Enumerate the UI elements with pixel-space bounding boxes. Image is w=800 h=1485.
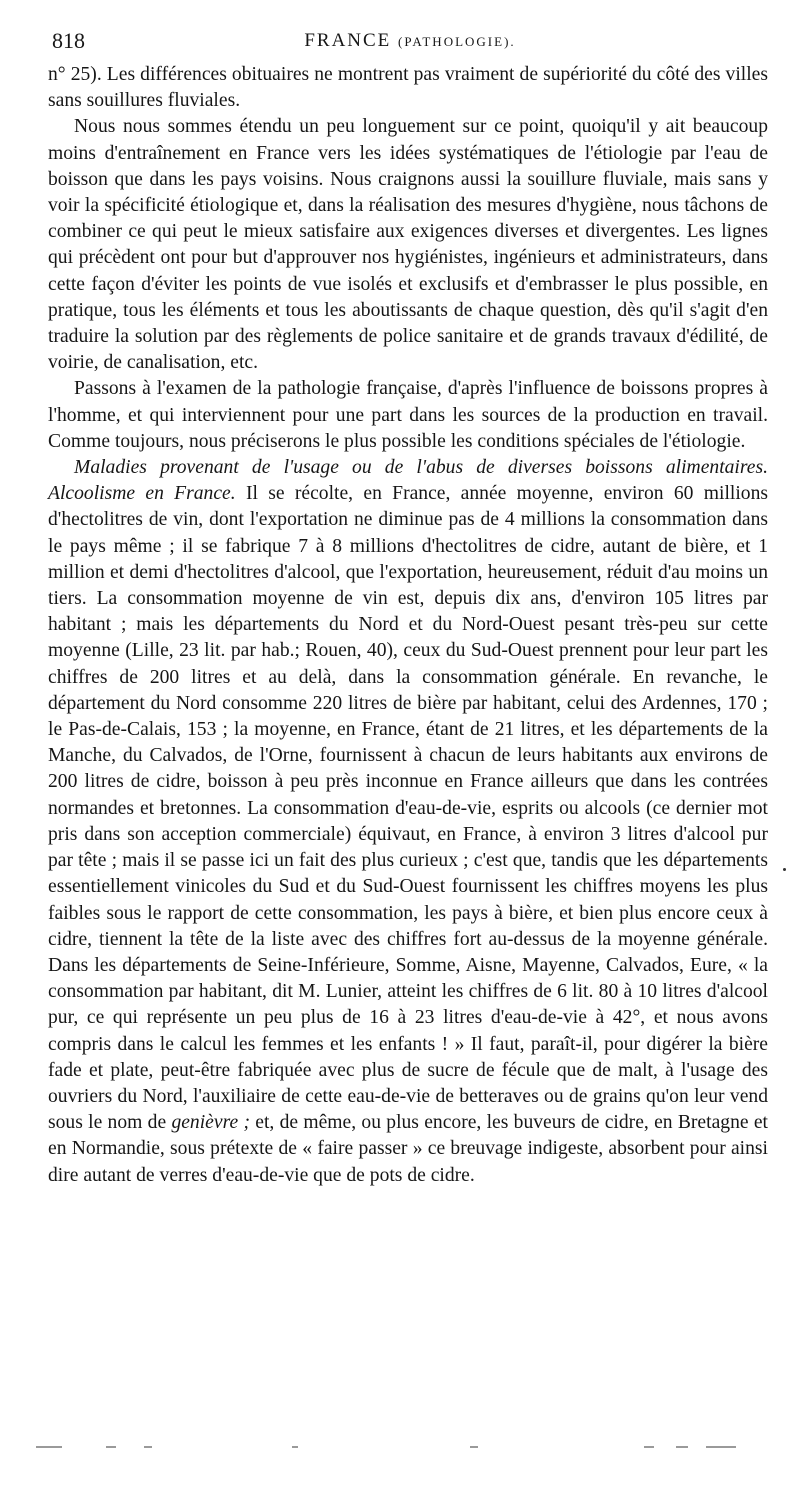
paragraph-3: Passons à l'examen de la pathologie française, d'après l'influence de boissons propres à l'homme, et qui interviennent pour une part dans les sources de la production en travail. Comme toujours, nous préciserons le plus possible les conditions spéciales de l'étiologie. [48,378,768,452]
page-header [52,28,768,58]
paragraph-2: Nous nous sommes étendu un peu longuement sur ce point, quoiqu'il y ait beaucoup moins d'entraînement en France vers les idées systématiques de l'étiologie par l'eau de boisson que dans les pays voisins. Nous craignons aussi la souillure fluviale, mais sans y voir la spécificité étiologique et, dans la réalisation des mesures d'hygiène, nous tâchons de combiner ce qui peut le mieux satisfaire aux exigences diverses et divergentes. Les lignes qui précèdent ont pour but d'approuver nos hygiénistes, ingénieurs et administrateurs, dans cette façon d'éviter les points de vue isolés et exclusifs et d'embrasser le plus possible, en pratique, tous les éléments et tous les aboutissants de chaque question, dès qu'il s'agit d'en traduire la solution par des règlements de police sanitaire et de grands travaux d'édilité, de voirie, de canalisation, etc. [48,116,768,374]
page-number: 818 [52,28,85,53]
section-heading: Maladies provenant de l'usage ou de l'abus de diverses boissons alimentaires. Alcoolisme en France. [48,457,768,505]
running-title-sub: (PATHOLOGIE). [398,34,516,49]
running-title [52,30,768,52]
margin-mark [783,868,786,871]
paragraph-4-text: Il se récolte, en France, année moyenne, environ 60 millions d'hectolitres de vin, dont l'exportation ne diminue pas de 4 millions la consommation dans le pays même ; il se fabrique 7 à 8 millions d'hectolitres de cidre, autant de bière, et 1 million et demi d'hectolitres d'alcool, que l'exportation, heureusement, réduit d'au moins un tiers. La consommation moyenne de vin est, depuis dix ans, d'environ 105 litres par habitant ; mais les départements du Nord et du Nord-Ouest pesant très-peu sur cette moyenne (Lille, 23 lit. par hab.; Rouen, 40), ceux du Sud-Ouest prennent pour leur part les chiffres de 200 litres et au delà, dans la consommation générale. En revanche, le département du Nord consomme 220 litres de bière par habitant, celui des Ardennes, 170 ; le Pas-de-Calais, 153 ; la moyenne, en France, étant de 21 litres, et les départements de la Manche, du Calvados, de l'Orne, fournissent à chacun de leurs habitants aux environs de 200 litres de cidre, boisson à peu près inconnue en France ailleurs que dans les contrées normandes et bretonnes. La consommation d'eau-de-vie, esprits ou alcools (ce dernier mot pris dans son acception commerciale) équivaut, en France, à environ 3 litres d'alcool pur par tête ; mais il se passe ici un fait des plus curieux ; c'est que, tandis que les départements essentiellement vinicoles du Sud et du Sud-Ouest fournissent les chiffres moyens les plus faibles sous le rapport de cette consommation, les pays à bière, et bien plus encore ceux à cidre, tiennent la tête de la liste avec des chiffres fort au-dessus de la moyenne générale. Dans les départements de Seine-Inférieure, Somme, Aisne, Mayenne, Calvados, Eure, « la consommation par habitant, dit M. Lunier, atteint les chiffres de 6 lit. 80 à 10 litres d'alcool pur, ce qui représente un peu plus de 16 à 23 litres d'eau-de-vie à 42°, et nous avons compris dans le calcul les femmes et les enfants ! » Il faut, paraît-il, pour digérer la bière fade et plate, peut-être fabriquée avec plus de sucre de fécule que de malt, à l'usage des ouvriers du Nord, l'auxiliaire de cette eau-de-vie de betteraves ou de grains qu'on leur vend sous le nom de [48,483,768,1134]
paragraph-4 [48,455,768,1189]
paragraph-1: n° 25). Les différences obituaires ne montrent pas vraiment de supériorité du côté des villes sans souillures fluviales. [48,64,768,112]
running-title-main: FRANCE [304,30,392,51]
paragraph-4-end: et, de même, ou plus encore, les buveurs de cidre, en Bretagne et en Normandie, sous prétexte de « faire passer » ce breuvage indigeste, absorbent pour ainsi dire autant de verres d'eau-de-vie que de pots de cidre. [48,1112,768,1186]
footer-scan-noise [36,1446,766,1450]
body-text [48,62,768,1189]
genievre-term: genièvre ; [171,1112,250,1134]
